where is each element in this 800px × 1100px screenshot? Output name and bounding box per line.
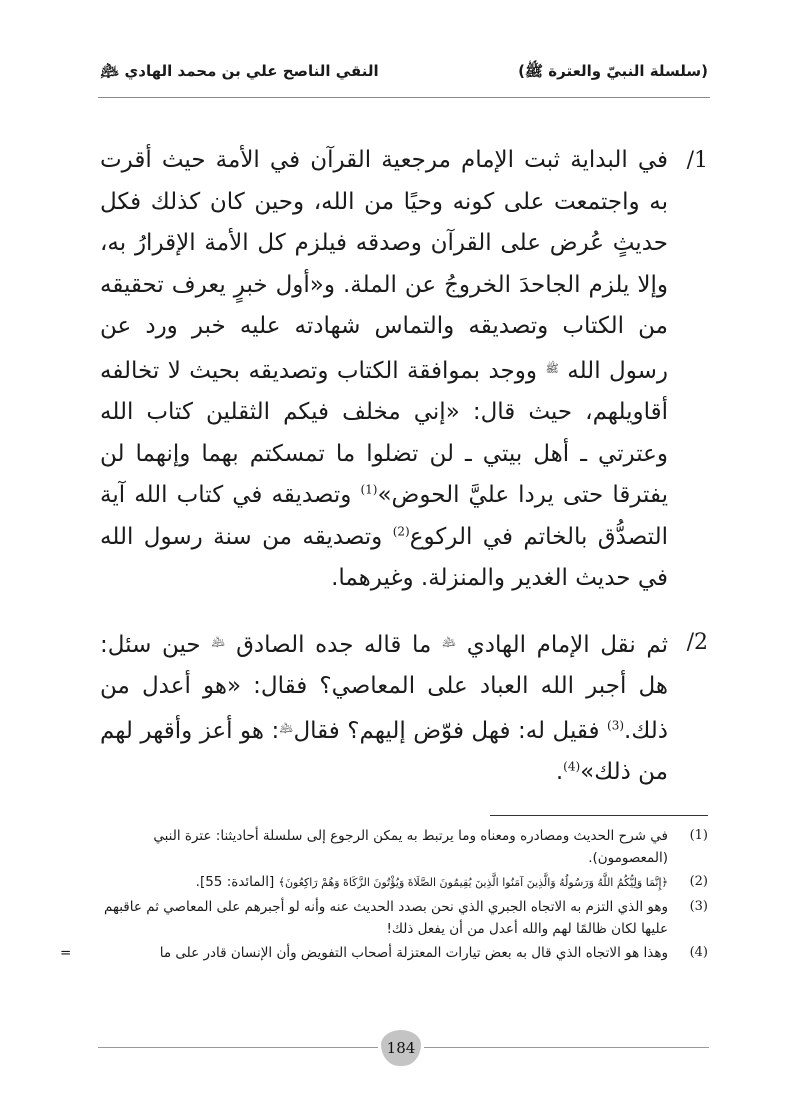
honorific-glyph: ﷺ bbox=[545, 361, 559, 375]
footnote-1 bbox=[60, 825, 708, 869]
point-number: /1 bbox=[686, 148, 708, 173]
footnote-number: (3) bbox=[689, 899, 708, 914]
header-divider bbox=[98, 97, 710, 98]
point-text: ما قاله جده الصادق bbox=[236, 631, 432, 658]
point-text: : هو أعز وأقهر لهم من ذلك» bbox=[100, 717, 668, 785]
point-text: . bbox=[555, 759, 564, 785]
footnote-number: (1) bbox=[689, 828, 708, 843]
footnote-2 bbox=[60, 871, 708, 894]
footnotes bbox=[60, 825, 708, 964]
footnote-text: في شرح الحديث ومصادره ومعناه وما يرتبط به يمكن الرجوع إلى سلسلة أحاديثنا: عترة النبي (المعصومون). bbox=[153, 828, 668, 866]
honorific-glyph: ﵇ bbox=[441, 635, 457, 649]
numbered-point-2 bbox=[100, 622, 708, 794]
page-number-badge bbox=[381, 1030, 421, 1066]
point-text: حين سئل: هل أجبر الله العباد على المعاصي؟ فقال: «هو أعدل من ذلك. bbox=[100, 631, 668, 744]
point-text: وتصديقه في كتاب الله آية التصدُّق بالخاتم في الركوع bbox=[100, 482, 668, 550]
footer-rule-right bbox=[424, 1047, 709, 1048]
honorific-glyph: ﵇ bbox=[279, 721, 294, 735]
footnote-4 bbox=[60, 942, 708, 964]
footnote-number: (4) bbox=[689, 945, 708, 960]
point-text: في البداية ثبت الإمام مرجعية القرآن في الأمة حيث أقرت به واجتمعت على كونه وحيًا من الله، وحين كان كذلك فكل حديثٍ عُرض على القرآن وصدقه فيلزم كل الأمة الإقرارُ به، وإلا يلزم الجاحدَ الخروجُ عن الملة. و«أول خبرٍ يعرف تحقيقه من الكتاب وتصديقه والتماس شهادته عليه خبر ورد عن رسول الله bbox=[100, 147, 669, 384]
point-text: ووجد بموافقة الكتاب وتصديقه بحيث لا تخالفه أقاويلهم، حيث قال: «إني مخلف فيكم الثقلين كتاب الله وعترتي ـ أهل بيتي ـ لن تضلوا ما تمسكتم بهما وإنهما لن يفترقا حتى يردا عليَّ الحوض» bbox=[100, 357, 668, 508]
page-number: 184 bbox=[386, 1039, 416, 1057]
point-text: وتصديقه من سنة رسول الله في حديث الغدير والمنزلة. وغيرهما. bbox=[100, 523, 668, 591]
series-title: (سلسلة النبيّ والعترة ﷺ) bbox=[518, 62, 708, 80]
footnote-ref-2[interactable]: (2) bbox=[392, 523, 410, 538]
quran-verse: ﴿إِنَّمَا وَلِيُّكُمُ اللَّهُ وَرَسُولُهُ وَالَّذِينَ آمَنُوا الَّذِينَ يُقِيمُونَ الصَّلَاةَ وَيُؤْتُونَ الزَّكَاةَ وَهُمْ رَاكِعُونَ﴾ bbox=[278, 876, 668, 889]
footnote-text: وهذا هو الاتجاه الذي قال به بعض تيارات المعتزلة أصحاب التفويض وأن الإنسان قادر على ما bbox=[159, 945, 668, 961]
footnote-ref-4[interactable]: (4) bbox=[563, 759, 581, 774]
running-header bbox=[100, 62, 708, 84]
book-title: النقي الناصح علي بن محمد الهادي ﵇ bbox=[100, 62, 379, 80]
point-text: فقيل له: فهل فوّض إليهم؟ فقال bbox=[293, 717, 600, 744]
footnote-ref-1[interactable]: (1) bbox=[360, 482, 378, 497]
footnote-divider bbox=[490, 815, 708, 816]
numbered-point-1 bbox=[100, 140, 708, 600]
footnote-ref-3[interactable]: (3) bbox=[607, 717, 625, 732]
honorific-glyph: ﵇ bbox=[211, 635, 226, 649]
point-text: ثم نقل الإمام الهادي bbox=[466, 631, 669, 658]
continuation-mark: = bbox=[60, 945, 72, 961]
footer-rule-left bbox=[98, 1047, 378, 1048]
footnote-text: [المائدة: 55]. bbox=[195, 874, 275, 890]
point-number: /2 bbox=[686, 629, 708, 655]
footnote-3 bbox=[60, 896, 708, 940]
footnote-number: (2) bbox=[689, 874, 708, 889]
footnote-text: وهو الذي التزم به الاتجاه الجبري الذي نحن بصدد الحديث عنه وأنه لو أجبرهم على المعاصي ثم عاقبهم عليها لكان ظالمًا لهم والله أعدل من أن يفعل ذلك! bbox=[104, 899, 668, 937]
main-text bbox=[100, 140, 708, 794]
